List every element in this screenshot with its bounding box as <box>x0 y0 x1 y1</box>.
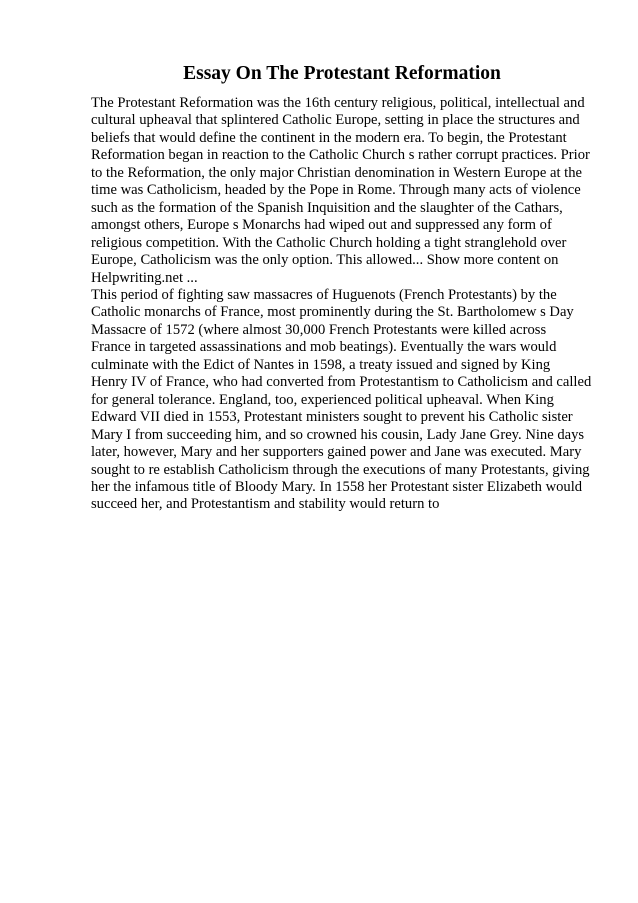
essay-line: Reformation began in reaction to the Catholic Church s rather corrupt practices. Prior <box>91 147 590 164</box>
document-title: Essay On The Protestant Reformation <box>183 63 501 84</box>
essay-line: Helpwriting.net ... <box>91 269 198 286</box>
essay-line: Massacre of 1572 (where almost 30,000 French Protestants were killed across <box>91 321 547 338</box>
essay-line: to the Reformation, the only major Christian denomination in Western Europe at the <box>91 164 582 181</box>
essay-line: Catholic monarchs of France, most prominently during the St. Bartholomew s Day <box>91 304 574 321</box>
essay-line: amongst others, Europe s Monarchs had wiped out and suppressed any form of <box>91 217 552 234</box>
essay-line: cultural upheaval that splintered Catholic Europe, setting in place the structures and <box>91 112 580 129</box>
essay-line: religious competition. With the Catholic Church holding a tight stranglehold over <box>91 234 567 251</box>
essay-line: such as the formation of the Spanish Inquisition and the slaughter of the Cathars, <box>91 199 563 216</box>
essay-line: This period of fighting saw massacres of Huguenots (French Protestants) by the <box>91 286 557 303</box>
essay-line: The Protestant Reformation was the 16th century religious, political, intellectual and <box>91 95 585 111</box>
essay-line: for general tolerance. England, too, experienced political upheaval. When King <box>91 391 554 408</box>
essay-line: Europe, Catholicism was the only option. This allowed... Show more content on <box>91 252 559 269</box>
essay-line: later, however, Mary and her supporters gained power and Jane was executed. Mary <box>91 444 582 461</box>
essay-line: France in targeted assassinations and mob beatings). Eventually the wars would <box>91 339 557 356</box>
essay-line: sought to re establish Catholicism through the executions of many Protestants, giving <box>91 461 590 478</box>
essay-body <box>91 95 621 514</box>
essay-line: Edward VII died in 1553, Protestant ministers sought to prevent his Catholic sister <box>91 409 573 426</box>
essay-line: beliefs that would define the continent in the modern era. To begin, the Protestant <box>91 129 567 146</box>
essay-line: succeed her, and Protestantism and stability would return to <box>91 496 440 513</box>
essay-line: her the infamous title of Bloody Mary. In 1558 her Protestant sister Elizabeth would <box>91 478 583 495</box>
essay-line: time was Catholicism, headed by the Pope in Rome. Through many acts of violence <box>91 182 581 199</box>
essay-line: culminate with the Edict of Nantes in 1598, a treaty issued and signed by King <box>91 356 551 373</box>
essay-line: Henry IV of France, who had converted from Protestantism to Catholicism and called <box>91 374 592 391</box>
essay-line: Mary I from succeeding him, and so crowned his cousin, Lady Jane Grey. Nine days <box>91 426 585 443</box>
